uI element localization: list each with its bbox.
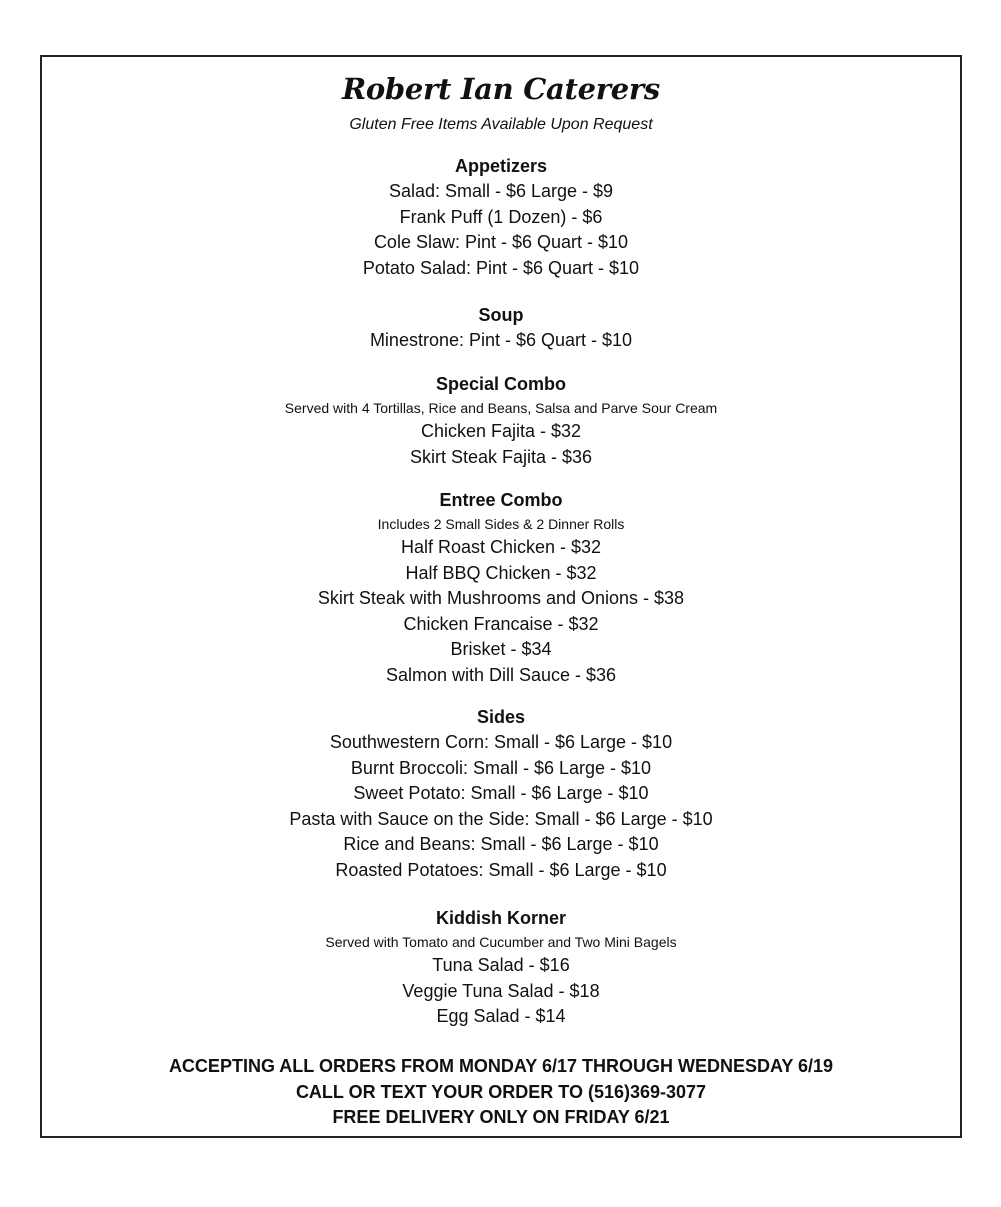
- menu-item: Egg Salad - $14: [436, 1006, 566, 1026]
- menu-frame: [40, 55, 962, 1138]
- section-note: Includes 2 Small Sides & 2 Dinner Rolls: [377, 516, 625, 532]
- menu-item: Tuna Salad - $16: [432, 955, 570, 975]
- menu-item: Frank Puff (1 Dozen) - $6: [399, 206, 603, 227]
- menu-item: Half BBQ Chicken - $32: [405, 562, 597, 583]
- section-soup: [42, 303, 960, 354]
- menu-item: Sweet Potato: Small - $6 Large - $10: [353, 783, 649, 803]
- menu-title: Robert Ian Caterers: [342, 72, 660, 106]
- menu-item: Pasta with Sauce on the Side: Small - $6 Large - $10: [289, 808, 713, 829]
- section-note: Served with Tomato and Cucumber and Two Mini Bagels: [325, 934, 677, 950]
- section-heading: Soup: [478, 305, 524, 325]
- section-special-combo: [42, 372, 960, 470]
- menu-item: Minestrone: Pint - $6 Quart - $10: [369, 330, 633, 350]
- section-heading: Sides: [476, 707, 526, 727]
- section-heading: Kiddish Korner: [435, 908, 566, 928]
- menu-item: Potato Salad: Pint - $6 Quart - $10: [362, 257, 640, 278]
- menu-item: Half Roast Chicken - $32: [400, 537, 602, 557]
- ordering-notice: [42, 1054, 960, 1131]
- menu-item: Veggie Tuna Salad - $18: [402, 980, 600, 1001]
- menu-item: Salmon with Dill Sauce - $36: [385, 664, 617, 685]
- order-phone-line: CALL OR TEXT YOUR ORDER TO (516)369-3077: [295, 1081, 707, 1102]
- section-note: Served with 4 Tortillas, Rice and Beans, Salsa and Parve Sour Cream: [284, 400, 718, 416]
- menu-item: Cole Slaw: Pint - $6 Quart - $10: [373, 232, 629, 252]
- section-kiddish-korner: [42, 906, 960, 1030]
- menu-item: Southwestern Corn: Small - $6 Large - $10: [329, 732, 673, 752]
- section-sides: [42, 705, 960, 883]
- section-heading: Entree Combo: [439, 490, 563, 510]
- section-heading: Special Combo: [435, 374, 567, 394]
- section-entree-combo: [42, 488, 960, 688]
- order-window-line: ACCEPTING ALL ORDERS FROM MONDAY 6/17 THROUGH WEDNESDAY 6/19: [168, 1056, 834, 1076]
- menu-item: Chicken Francaise - $32: [403, 613, 599, 634]
- section-appetizers: [42, 154, 960, 281]
- menu-item: Chicken Fajita - $32: [420, 421, 582, 441]
- delivery-day-line: FREE DELIVERY ONLY ON FRIDAY 6/21: [332, 1107, 670, 1127]
- gluten-free-tagline: Gluten Free Items Available Upon Request: [349, 116, 653, 133]
- menu-item: Roasted Potatoes: Small - $6 Large - $10: [335, 859, 667, 880]
- section-heading: Appetizers: [454, 156, 548, 176]
- menu-item: Rice and Beans: Small - $6 Large - $10: [343, 834, 659, 854]
- menu-item: Skirt Steak with Mushrooms and Onions - $38: [317, 588, 685, 608]
- menu-item: Burnt Broccoli: Small - $6 Large - $10: [350, 757, 652, 778]
- menu-item: Brisket - $34: [450, 639, 552, 659]
- menu-item: Salad: Small - $6 Large - $9: [388, 181, 614, 201]
- menu-item: Skirt Steak Fajita - $36: [409, 446, 593, 467]
